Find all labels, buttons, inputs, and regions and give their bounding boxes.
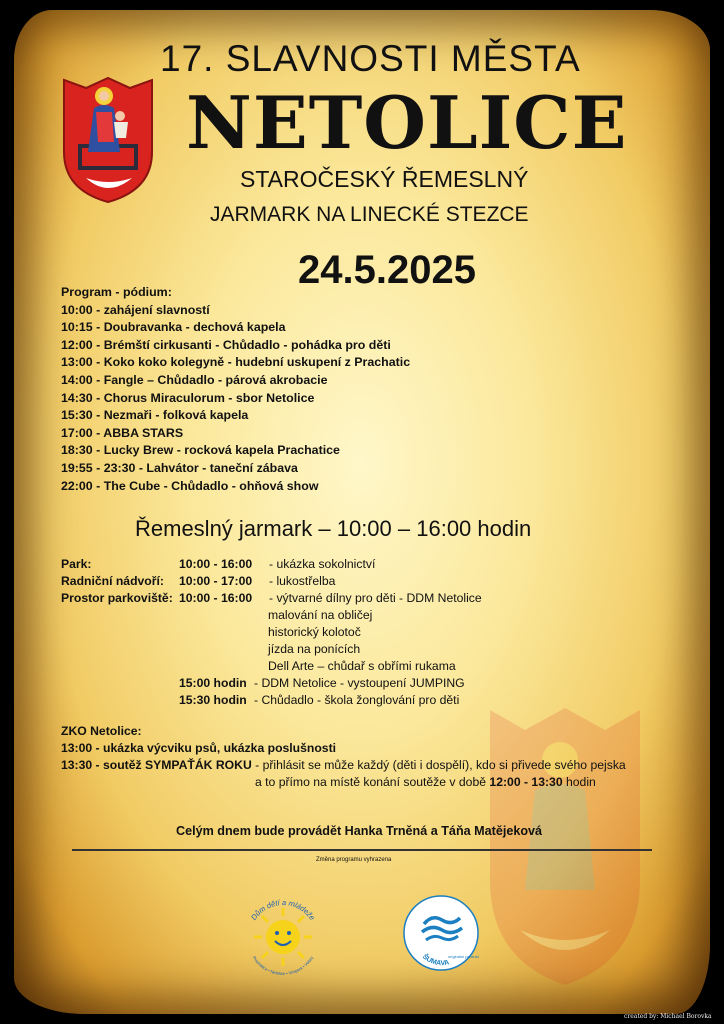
zko-line1: 13:00 - ukázka výcviku psů, ukázka poslušnosti xyxy=(61,741,337,755)
jarmark-activity: - lukostřelba xyxy=(269,574,336,588)
program-item: 12:00 - Brémští cirkusanti - Chůdadlo - pohádka pro děti xyxy=(61,337,391,352)
zko-title: ZKO Netolice: xyxy=(61,724,142,738)
zko-line3-suffix: hodin xyxy=(562,775,596,789)
jarmark-extra-item: malování na obličej xyxy=(268,608,373,622)
jarmark-activity: - ukázka sokolnictví xyxy=(269,557,376,571)
subtitle-line1: STAROČESKÝ ŘEMESLNÝ xyxy=(240,166,529,192)
jarmark-extra-item: historický kolotoč xyxy=(268,625,361,639)
sumava-logo-subtext: originální produkt xyxy=(448,954,479,959)
program-item: 17:00 - ABBA STARS xyxy=(61,425,184,440)
ddm-logo-icon xyxy=(238,892,328,982)
zko-line2-prefix: 13:30 - soutěž xyxy=(61,758,145,772)
jarmark-time: 15:30 hodin xyxy=(179,693,247,707)
zko-line2-suffix: - přihlásit se může každý (děti i dospělí), kdo si přivede svého pejska xyxy=(251,758,626,772)
title-line1: 17. SLAVNOSTI MĚSTA xyxy=(160,38,581,79)
sumava-logo-icon xyxy=(402,894,480,972)
jarmark-heading: Řemeslný jarmark – 10:00 – 16:00 hodin xyxy=(135,516,532,541)
ddm-logo-top-text: Dům dětí a mládeže xyxy=(249,897,317,922)
jarmark-time: 10:00 - 17:00 xyxy=(179,574,253,588)
zko-line2 xyxy=(61,757,626,774)
program-item: 14:30 - Chorus Miraculorum - sbor Netolice xyxy=(61,390,315,405)
program-list xyxy=(61,284,410,495)
jarmark-extra-item: jízda na ponících xyxy=(268,642,361,656)
credit-line: created by: Michael Borovka xyxy=(624,1013,712,1020)
program-item: 18:30 - Lucky Brew - rocková kapela Prachatice xyxy=(61,443,340,458)
jarmark-extra-item: Dell Arte – chůdař s obřími rukama xyxy=(268,659,456,673)
netolice-crest-icon xyxy=(56,72,160,204)
jarmark-time: 10:00 - 16:00 xyxy=(179,557,253,571)
zko-line3 xyxy=(61,774,626,791)
jarmark-place: Radniční nádvoří: xyxy=(61,574,164,588)
jarmark-activity: - výtvarné dílny pro děti - DDM Netolice xyxy=(269,591,482,605)
divider xyxy=(72,849,652,851)
subtitle-line2: JARMARK NA LINECKÉ STEZCE xyxy=(210,203,529,226)
moderators-line: Celým dnem bude provádět Hanka Trněná a Táňa Matějeková xyxy=(176,824,543,838)
jarmark-place: Prostor parkoviště: xyxy=(61,591,173,605)
ddm-logo-bottom-text: Prachatice • Netolice • Vimperk • Volary xyxy=(251,955,315,977)
program-item: 10:00 - zahájení slavností xyxy=(61,302,210,317)
program-item: 13:00 - Koko koko kolegyně - hudební uskupení z Prachatic xyxy=(61,355,411,370)
sumava-logo-text: ŠUMAVA xyxy=(421,953,450,968)
program-item: 14:00 - Fangle – Chůdadlo - párová akrobacie xyxy=(61,372,328,387)
program-item: 22:00 - The Cube - Chůdadlo - ohňová show xyxy=(61,478,319,493)
zko-contest-name: SYMPAŤÁK ROKU xyxy=(145,758,252,772)
zko-line3-prefix: a to přímo na místě konání soutěže v době xyxy=(255,775,490,789)
title-netolice: NETOLICE xyxy=(186,80,628,165)
jarmark-place: Park: xyxy=(61,557,92,571)
zko-line3-time: 12:00 - 13:30 xyxy=(489,775,563,789)
program-title: Program - pódium: xyxy=(61,285,172,299)
event-date: 24.5.2025 xyxy=(298,248,476,292)
jarmark-time: 10:00 - 16:00 xyxy=(179,591,253,605)
program-item: 10:15 - Doubravanka - dechová kapela xyxy=(61,320,286,335)
jarmark-activity: - Chůdadlo - škola žonglování pro děti xyxy=(254,693,460,707)
zko-section xyxy=(61,723,626,791)
jarmark-activity: - DDM Netolice - vystoupení JUMPING xyxy=(254,676,465,690)
program-item: 15:30 - Nezmaři - folková kapela xyxy=(61,408,249,423)
jarmark-time: 15:00 hodin xyxy=(179,676,247,690)
program-change-note: Změna programu vyhrazena xyxy=(316,857,392,863)
program-item: 19:55 - 23:30 - Lahvátor - taneční zábava xyxy=(61,460,298,475)
